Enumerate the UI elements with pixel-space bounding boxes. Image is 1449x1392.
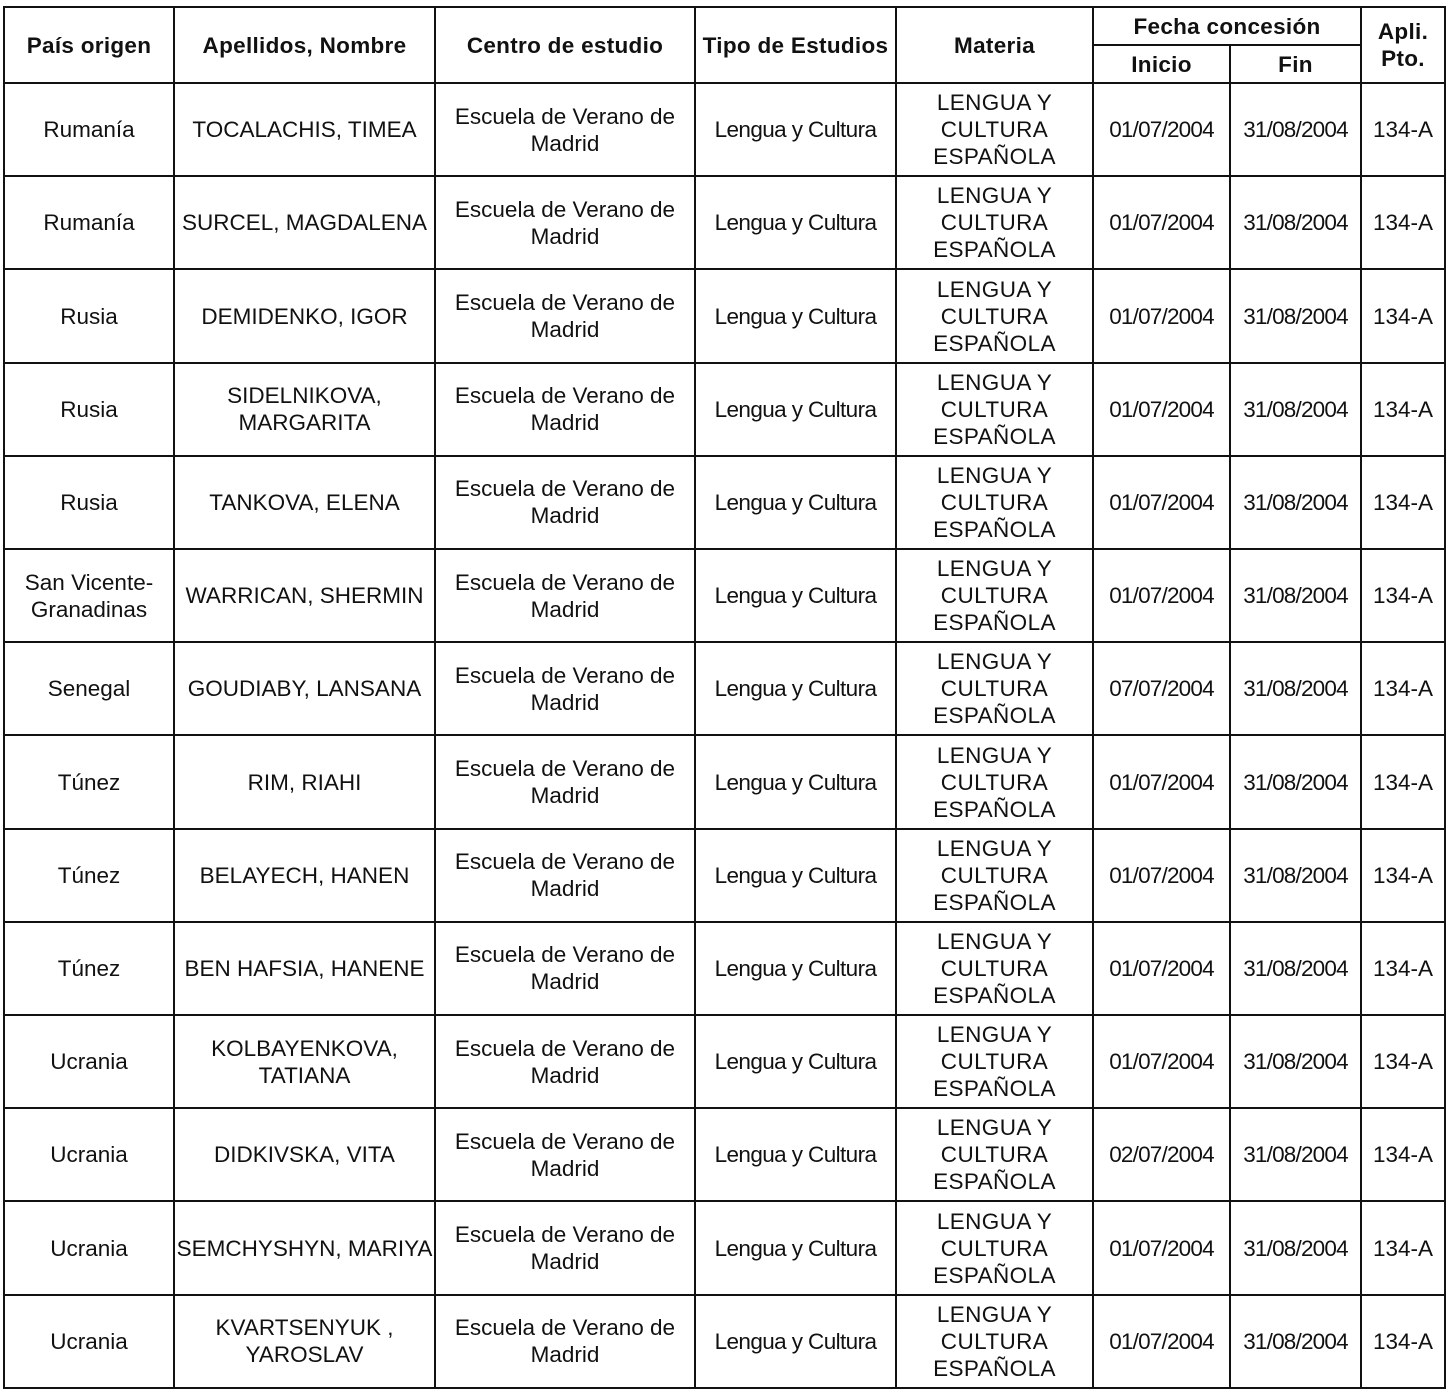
study-type-cell: Lengua y Cultura [695,363,896,456]
budget-cell: 134-A [1361,549,1445,642]
name-cell: DEMIDENKO, IGOR [174,269,435,362]
table-row [4,176,1445,269]
budget-cell: 134-A [1361,642,1445,735]
end-date-cell: 31/08/2004 [1230,1108,1361,1201]
name-cell: SURCEL, MAGDALENA [174,176,435,269]
table-row [4,1201,1445,1294]
center-cell: Escuela de Verano de Madrid [435,829,695,922]
study-type-cell: Lengua y Cultura [695,735,896,828]
column-header-country: País origen [4,7,174,83]
start-date-cell: 01/07/2004 [1093,363,1230,456]
subject-cell: LENGUA Y CULTURA ESPAÑOLA [896,1015,1093,1108]
budget-cell: 134-A [1361,1108,1445,1201]
end-date-cell: 31/08/2004 [1230,1015,1361,1108]
column-header-start: Inicio [1093,45,1230,83]
column-header-date-group: Fecha concesión [1093,7,1361,45]
study-type-cell: Lengua y Cultura [695,829,896,922]
end-date-cell: 31/08/2004 [1230,642,1361,735]
column-header-name: Apellidos, Nombre [174,7,435,83]
center-cell: Escuela de Verano de Madrid [435,549,695,642]
header-row [4,7,1445,45]
study-type-cell: Lengua y Cultura [695,1015,896,1108]
center-cell: Escuela de Verano de Madrid [435,735,695,828]
study-type-cell: Lengua y Cultura [695,642,896,735]
name-cell: SEMCHYSHYN, MARIYA [174,1201,435,1294]
center-cell: Escuela de Verano de Madrid [435,1201,695,1294]
table-row [4,549,1445,642]
country-cell: Túnez [4,829,174,922]
study-type-cell: Lengua y Cultura [695,269,896,362]
end-date-cell: 31/08/2004 [1230,176,1361,269]
subject-cell: LENGUA Y CULTURA ESPAÑOLA [896,1108,1093,1201]
subject-cell: LENGUA Y CULTURA ESPAÑOLA [896,735,1093,828]
country-cell: Rumanía [4,176,174,269]
start-date-cell: 01/07/2004 [1093,549,1230,642]
end-date-cell: 31/08/2004 [1230,922,1361,1015]
budget-cell: 134-A [1361,1201,1445,1294]
center-cell: Escuela de Verano de Madrid [435,1015,695,1108]
column-header-center: Centro de estudio [435,7,695,83]
start-date-cell: 01/07/2004 [1093,922,1230,1015]
country-cell: Ucrania [4,1108,174,1201]
budget-cell: 134-A [1361,363,1445,456]
table-row [4,922,1445,1015]
budget-cell: 134-A [1361,1295,1445,1388]
name-cell: BEN HAFSIA, HANENE [174,922,435,1015]
name-cell: TANKOVA, ELENA [174,456,435,549]
start-date-cell: 01/07/2004 [1093,176,1230,269]
name-cell: KVARTSENYUK , YAROSLAV [174,1295,435,1388]
column-header-study-type: Tipo de Estudios [695,7,896,83]
country-cell: Rusia [4,456,174,549]
center-cell: Escuela de Verano de Madrid [435,642,695,735]
end-date-cell: 31/08/2004 [1230,1201,1361,1294]
name-cell: GOUDIABY, LANSANA [174,642,435,735]
start-date-cell: 01/07/2004 [1093,456,1230,549]
subject-cell: LENGUA Y CULTURA ESPAÑOLA [896,922,1093,1015]
name-cell: KOLBAYENKOVA, TATIANA [174,1015,435,1108]
center-cell: Escuela de Verano de Madrid [435,176,695,269]
name-cell: DIDKIVSKA, VITA [174,1108,435,1201]
subject-cell: LENGUA Y CULTURA ESPAÑOLA [896,363,1093,456]
study-type-cell: Lengua y Cultura [695,83,896,176]
budget-cell: 134-A [1361,83,1445,176]
end-date-cell: 31/08/2004 [1230,363,1361,456]
center-cell: Escuela de Verano de Madrid [435,1295,695,1388]
center-cell: Escuela de Verano de Madrid [435,922,695,1015]
budget-cell: 134-A [1361,456,1445,549]
table-row [4,456,1445,549]
study-type-cell: Lengua y Cultura [695,1108,896,1201]
study-type-cell: Lengua y Cultura [695,1295,896,1388]
start-date-cell: 01/07/2004 [1093,269,1230,362]
start-date-cell: 02/07/2004 [1093,1108,1230,1201]
country-cell: Túnez [4,922,174,1015]
budget-cell: 134-A [1361,829,1445,922]
name-cell: WARRICAN, SHERMIN [174,549,435,642]
country-cell: Rusia [4,363,174,456]
study-type-cell: Lengua y Cultura [695,456,896,549]
table-row [4,363,1445,456]
name-cell: TOCALACHIS, TIMEA [174,83,435,176]
subject-cell: LENGUA Y CULTURA ESPAÑOLA [896,83,1093,176]
study-type-cell: Lengua y Cultura [695,1201,896,1294]
subject-cell: LENGUA Y CULTURA ESPAÑOLA [896,1295,1093,1388]
country-cell: San Vicente-Granadinas [4,549,174,642]
table-body [4,83,1445,1388]
center-cell: Escuela de Verano de Madrid [435,363,695,456]
country-cell: Ucrania [4,1295,174,1388]
table-row [4,269,1445,362]
end-date-cell: 31/08/2004 [1230,269,1361,362]
start-date-cell: 01/07/2004 [1093,1201,1230,1294]
end-date-cell: 31/08/2004 [1230,1295,1361,1388]
country-cell: Ucrania [4,1015,174,1108]
table-row [4,642,1445,735]
column-header-subject: Materia [896,7,1093,83]
country-cell: Rumanía [4,83,174,176]
subject-cell: LENGUA Y CULTURA ESPAÑOLA [896,176,1093,269]
table-row [4,83,1445,176]
start-date-cell: 01/07/2004 [1093,83,1230,176]
start-date-cell: 07/07/2004 [1093,642,1230,735]
subject-cell: LENGUA Y CULTURA ESPAÑOLA [896,456,1093,549]
table-row [4,829,1445,922]
table-row [4,735,1445,828]
study-type-cell: Lengua y Cultura [695,176,896,269]
column-header-end: Fin [1230,45,1361,83]
subject-cell: LENGUA Y CULTURA ESPAÑOLA [896,642,1093,735]
end-date-cell: 31/08/2004 [1230,549,1361,642]
subject-cell: LENGUA Y CULTURA ESPAÑOLA [896,269,1093,362]
budget-cell: 134-A [1361,176,1445,269]
study-type-cell: Lengua y Cultura [695,922,896,1015]
center-cell: Escuela de Verano de Madrid [435,456,695,549]
end-date-cell: 31/08/2004 [1230,735,1361,828]
start-date-cell: 01/07/2004 [1093,1295,1230,1388]
table-row [4,1295,1445,1388]
subject-cell: LENGUA Y CULTURA ESPAÑOLA [896,829,1093,922]
name-cell: RIM, RIAHI [174,735,435,828]
start-date-cell: 01/07/2004 [1093,735,1230,828]
budget-cell: 134-A [1361,922,1445,1015]
budget-cell: 134-A [1361,735,1445,828]
center-cell: Escuela de Verano de Madrid [435,1108,695,1201]
table-row [4,1015,1445,1108]
name-cell: BELAYECH, HANEN [174,829,435,922]
country-cell: Ucrania [4,1201,174,1294]
study-type-cell: Lengua y Cultura [695,549,896,642]
country-cell: Rusia [4,269,174,362]
name-cell: SIDELNIKOVA, MARGARITA [174,363,435,456]
subject-cell: LENGUA Y CULTURA ESPAÑOLA [896,1201,1093,1294]
column-header-budget: Apli. Pto. [1361,7,1445,83]
end-date-cell: 31/08/2004 [1230,456,1361,549]
country-cell: Túnez [4,735,174,828]
start-date-cell: 01/07/2004 [1093,1015,1230,1108]
budget-cell: 134-A [1361,1015,1445,1108]
end-date-cell: 31/08/2004 [1230,83,1361,176]
end-date-cell: 31/08/2004 [1230,829,1361,922]
country-cell: Senegal [4,642,174,735]
table-row [4,1108,1445,1201]
center-cell: Escuela de Verano de Madrid [435,83,695,176]
budget-cell: 134-A [1361,269,1445,362]
center-cell: Escuela de Verano de Madrid [435,269,695,362]
start-date-cell: 01/07/2004 [1093,829,1230,922]
grants-table [3,6,1446,1389]
subject-cell: LENGUA Y CULTURA ESPAÑOLA [896,549,1093,642]
